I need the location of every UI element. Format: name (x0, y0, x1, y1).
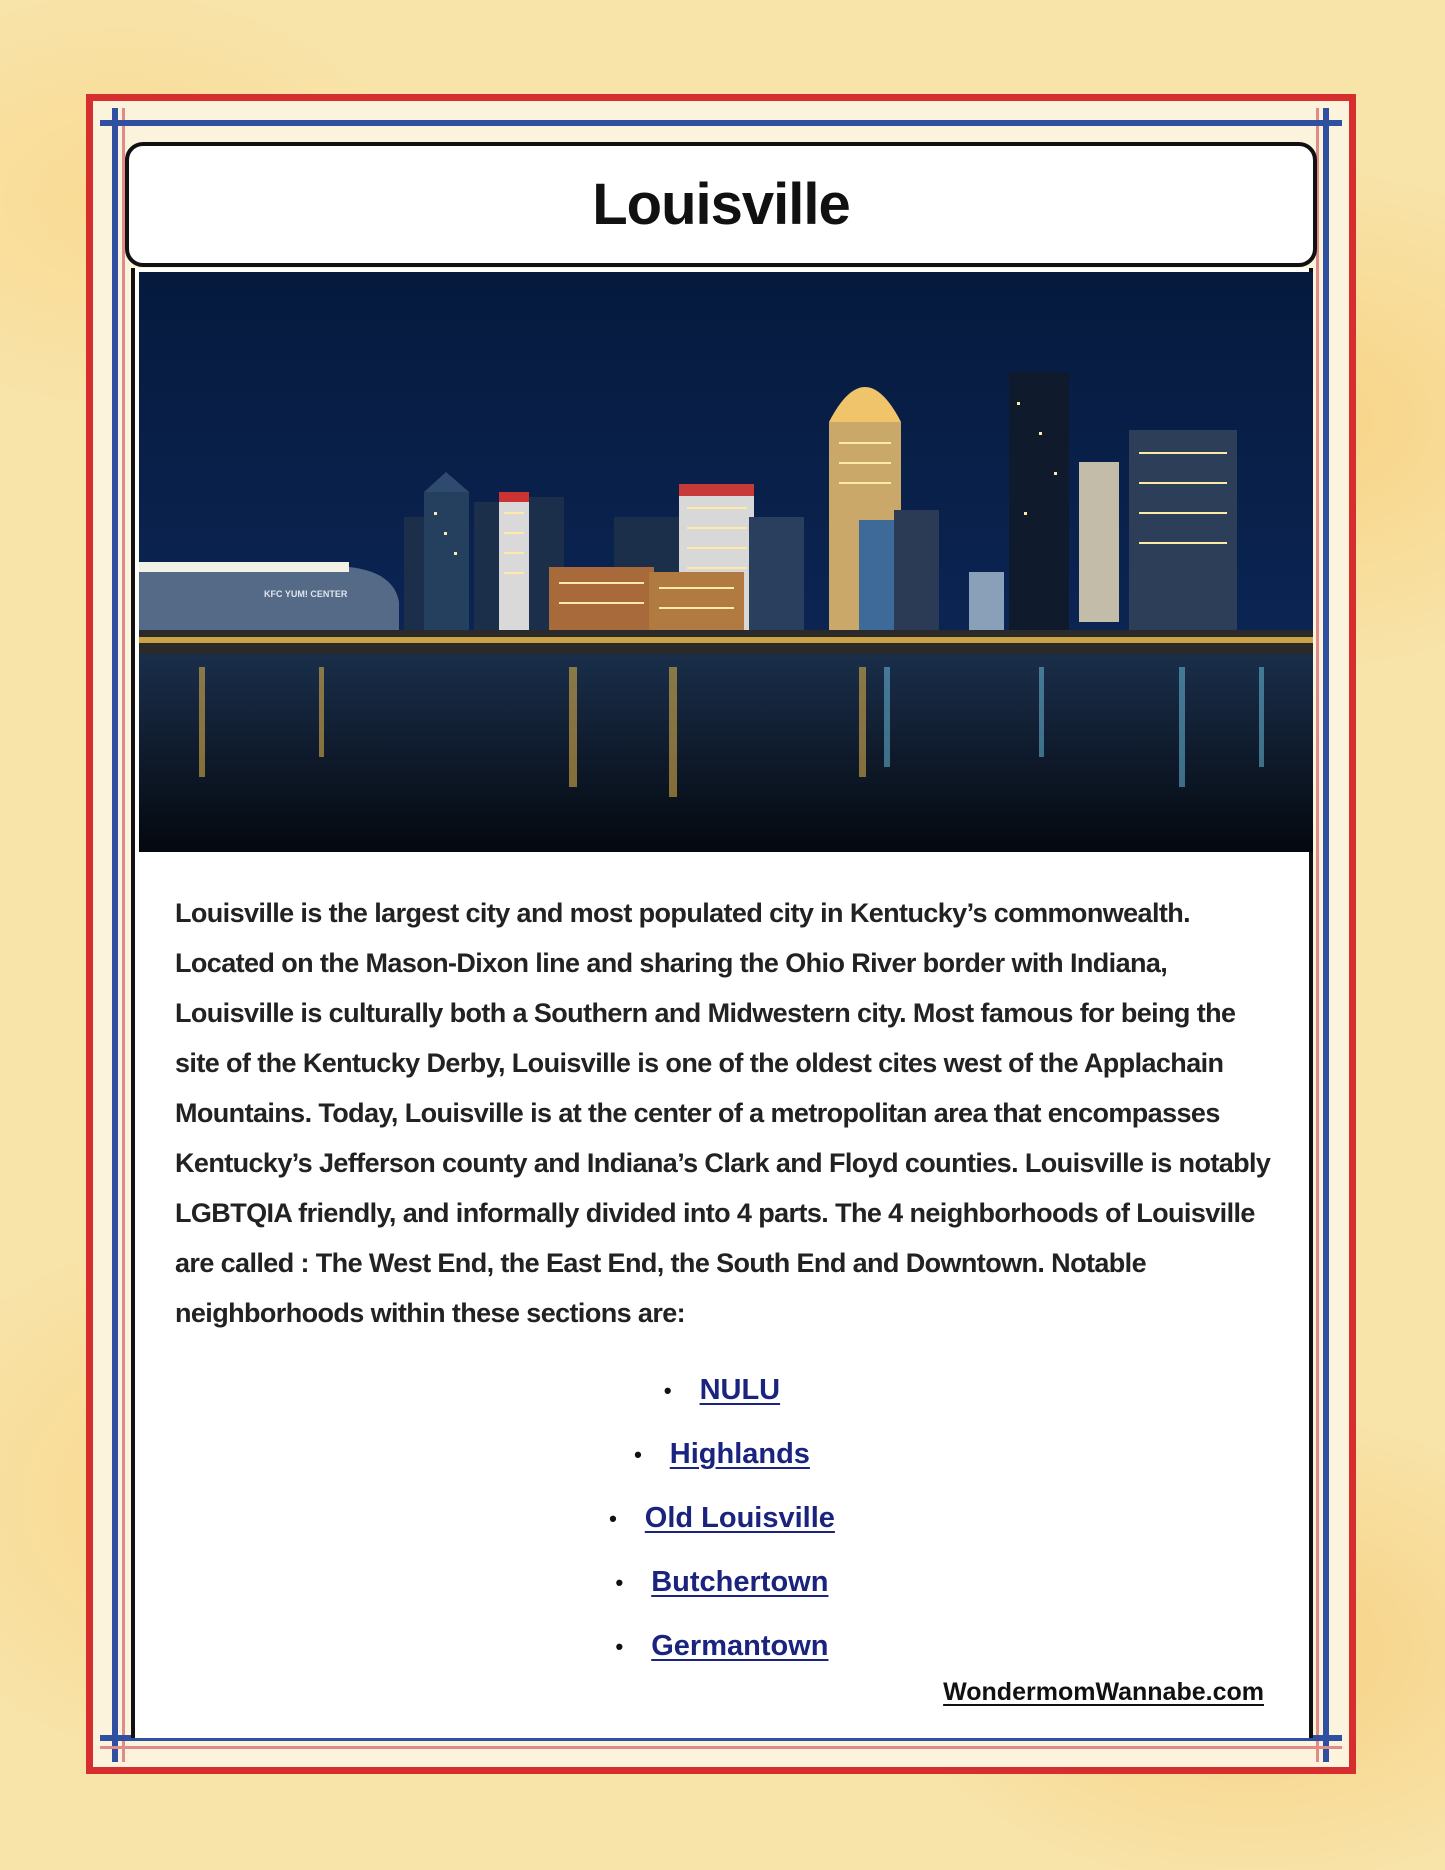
list-item (135, 1614, 1309, 1678)
skyline-illustration (139, 272, 1313, 852)
neighborhood-link-butchertown[interactable]: Butchertown (651, 1566, 829, 1598)
bullet-icon: • (609, 1506, 617, 1532)
frame-line-right-inner (1316, 108, 1319, 1762)
site-link[interactable]: WondermomWannabe.com (943, 1678, 1264, 1706)
neighborhood-list (135, 1358, 1309, 1678)
list-item (135, 1422, 1309, 1486)
neighborhood-link-nulu[interactable]: NULU (699, 1374, 781, 1406)
frame-line-right (1323, 108, 1329, 1762)
bullet-icon: • (615, 1634, 624, 1660)
list-item (135, 1358, 1309, 1422)
neighborhood-link-germantown[interactable]: Germantown (651, 1630, 829, 1662)
bullet-icon: • (615, 1570, 624, 1596)
page-title: Louisville (592, 172, 850, 237)
list-item (135, 1550, 1309, 1614)
neighborhood-link-highlands[interactable]: Highlands (669, 1438, 810, 1470)
neighborhood-link-old-louisville[interactable]: Old Louisville (644, 1502, 835, 1534)
list-item (135, 1486, 1309, 1550)
title-card (125, 142, 1317, 267)
frame-line-left-inner (122, 108, 125, 1762)
skyline-photo (139, 272, 1313, 852)
frame-line-left (112, 108, 118, 1762)
content-card (131, 268, 1313, 1738)
bullet-icon: • (663, 1378, 672, 1404)
bullet-icon: • (634, 1442, 642, 1468)
frame-line-bottom-inner (100, 1746, 1342, 1749)
frame-line-top (100, 120, 1342, 126)
description-text: Louisville is the largest city and most populated city in Kentucky’s commonwealth. Located on the Mason-Dixon line and sharing the Ohio River border with Indiana, Louisville is culturally both a Southern and Midwestern city. Most famous for being the site of the Kentucky Derby, Louisville is one of the oldest cites west of the Applachain Mountains. Today, Louisville is at the center of a metropolitan area that encompasses Kentucky’s Jefferson county and Indiana’s Clark and Floyd counties. Louisville is notably LGBTQIA friendly, and informally divided into 4 parts. The 4 neighborhoods of Louisville are called : The West End, the East End, the South End and Downtown. Notable neighborhoods within these sections are: (175, 898, 1271, 1328)
arena-sign: KFC YUM! CENTER (264, 589, 348, 599)
